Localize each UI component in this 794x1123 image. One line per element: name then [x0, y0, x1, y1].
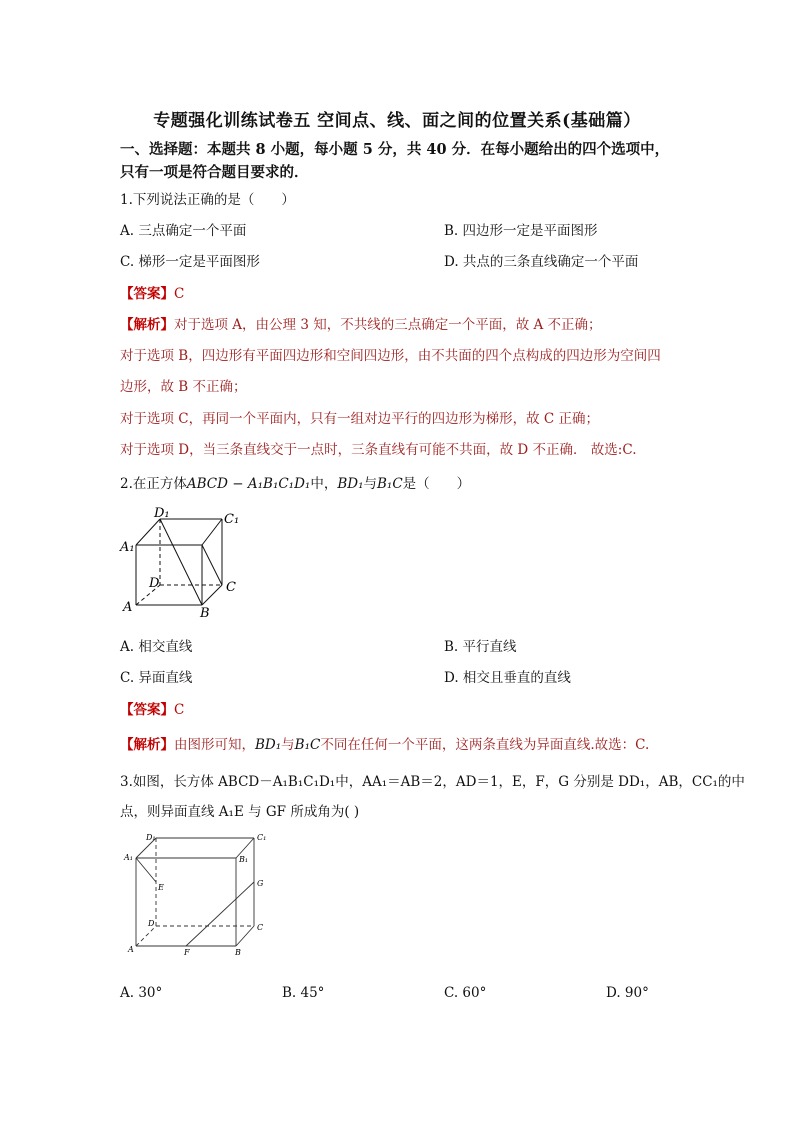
q1-analysis-line: 【解析】对于选项 A，由公理 3 知，不共线的三点确定一个平面，故 A 不正确； [120, 317, 602, 333]
q2-analysis-line: 【解析】由图形可知，BD₁与B₁C不同在任何一个平面，这两条直线为异面直线.故选：C. [120, 737, 650, 753]
answer-value: C [174, 286, 185, 302]
question-1-stem: 1.下列说法正确的是（ ） [120, 192, 295, 208]
label-c1: C₁ [224, 512, 240, 527]
label-a1: A₁ [124, 853, 133, 862]
q1-option-d: D. 共点的三条直线确定一个平面 [444, 254, 639, 270]
label-f: F [184, 948, 190, 957]
question-3-stem-line1: 3.如图，长方体 ABCD－A₁B₁C₁D₁中，AA₁＝AB＝2，AD＝1，E，F，G 分别是 DD₁，AB，CC₁的中 [120, 774, 745, 790]
q3-option-b: B. 45° [282, 985, 325, 1001]
answer-label: 【答案】 [120, 286, 174, 302]
label-c: C [257, 923, 264, 932]
label-e: E [158, 883, 164, 892]
cube-figure [118, 505, 248, 617]
label-b: B [235, 948, 241, 957]
analysis-label: 【解析】 [120, 737, 174, 753]
label-d: D [149, 576, 160, 591]
label-b1: B₁ [239, 855, 249, 864]
question-3-stem-line2: 点，则异面直线 A₁E 与 GF 所成角为( ) [120, 804, 360, 820]
label-c: C [226, 580, 236, 595]
q3-option-c: C. 60° [444, 985, 487, 1001]
q2-option-d: D. 相交且垂直的直线 [444, 670, 571, 686]
label-a1: A₁ [120, 540, 135, 555]
label-a: A [128, 945, 134, 954]
answer-value: C [174, 702, 185, 718]
q1-option-c: C. 梯形一定是平面图形 [120, 254, 260, 270]
cuboid-figure [118, 830, 278, 960]
label-a: A [123, 600, 133, 615]
math-cube-name: ABCD − A₁B₁C₁D₁ [186, 476, 311, 492]
q2-option-a: A. 相交直线 [120, 639, 193, 655]
label-g: G [257, 879, 264, 888]
q2-option-c: C. 异面直线 [120, 670, 193, 686]
label-d1: D₁ [146, 833, 156, 842]
label-c1: C₁ [257, 833, 267, 842]
q1-answer [120, 282, 184, 302]
q1-analysis-line: 对于选项 B，四边形有平面四边形和空间四边形，由不共面的四个点构成的四边形为空间四 [120, 348, 661, 364]
q3-option-d: D. 90° [606, 985, 649, 1001]
q2-option-b: B. 平行直线 [444, 639, 517, 655]
math-bd1: BD₁ [337, 476, 364, 492]
label-d1: D₁ [154, 506, 170, 521]
q1-analysis-line: 对于选项 D，当三条直线交于一点时，三条直线有可能不共面，故 D 不正确． 故选:C. [120, 442, 637, 458]
q2-answer [120, 698, 184, 718]
analysis-label: 【解析】 [120, 317, 174, 333]
question-2-stem: 2.在正方体ABCD − A₁B₁C₁D₁中，BD₁与B₁C是（ ） [120, 476, 471, 492]
q1-option-a: A. 三点确定一个平面 [120, 223, 247, 239]
q1-option-b: B. 四边形一定是平面图形 [444, 223, 598, 239]
label-d: D [148, 919, 155, 928]
label-b: B [200, 606, 210, 617]
answer-label: 【答案】 [120, 702, 174, 718]
q1-analysis-line: 对于选项 C，再同一个平面内，只有一组对边平行的四边形为梯形，故 C 正确； [120, 411, 600, 427]
page-title: 专题强化训练试卷五 空间点、线、面之间的位置关系(基础篇） [153, 111, 641, 131]
q3-option-a: A. 30° [120, 985, 163, 1001]
q1-analysis-line: 边形，故 B 不正确； [120, 379, 247, 395]
math-b1c: B₁C [377, 476, 403, 492]
section-heading: 一、选择题：本题共 8 小题，每小题 5 分，共 40 分．在每小题给出的四个选项中，只有一项是符合题目要求的． [120, 141, 670, 181]
